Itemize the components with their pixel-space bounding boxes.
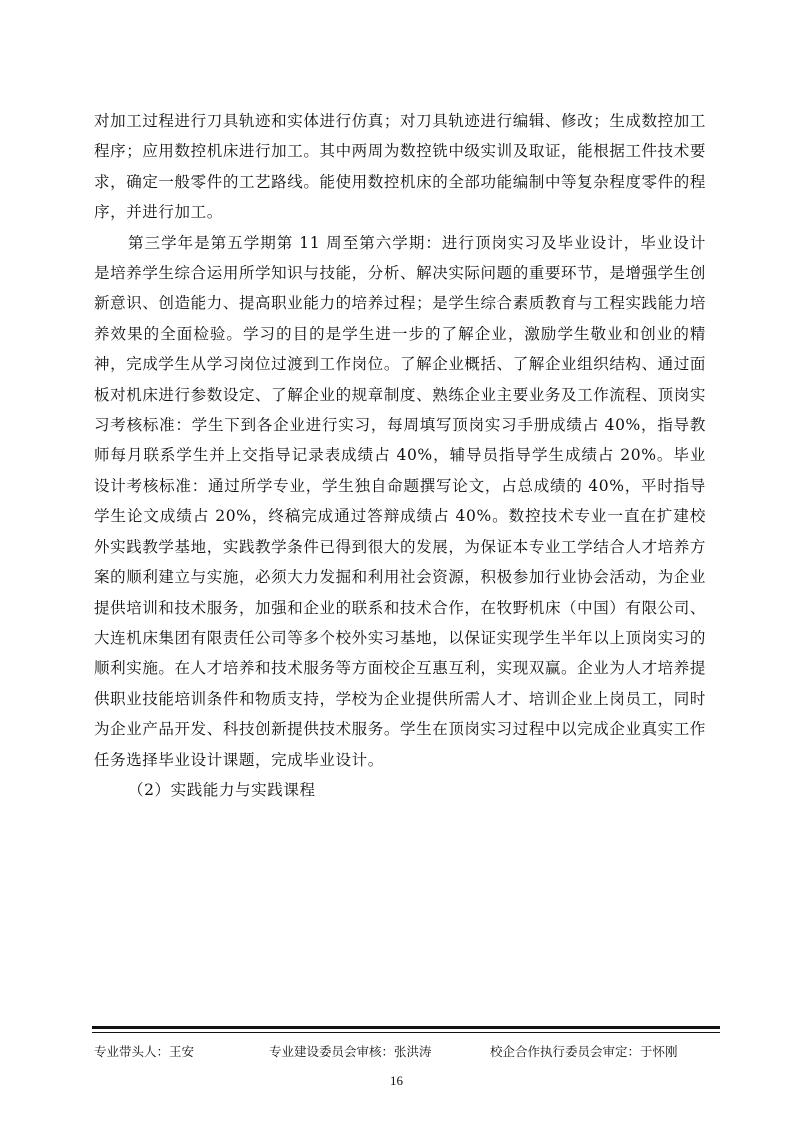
paragraph-third-year: 第三学年是第五学期第 11 周至第六学期：进行顶岗实习及毕业设计，毕业设计是培养学生综合运用所学知识与技能，分析、解决实际问题的重要环节，是增强学生创新意识、创造能力、提高职业能力的培养过程；是学生综合素质教育与工程实践能力培养效果的全面检验。学习的目的是学生进一步的了解企业，激励学生敬业和创业的精神，完成学生从学习岗位过渡到工作岗位。了解企业概括、了解企业组织结构、通过面板对机床进行参数设定、了解企业的规章制度、熟练企业主要业务及工作流程、顶岗实习考核标准：学生下到各企业进行实习，每周填写顶岗实习手册成绩占 40%，指导教师每月联系学生并上交指导记录表成绩占 40%，辅导员指导学生成绩占 20%。毕业设计考核标准：通过所学专业，学生独自命题撰写论文，占总成绩的 40%，平时指导学生论文成绩占 20%，终稿完成通过答辩成绩占 40%。数控技术专业一直在扩建校外实践教学基地，实践教学条件已得到很大的发展，为保证本专业工学结合人才培养方案的顺利建立与实施，必须大力发掘和利用社会资源，积极参加行业协会活动，为企业提供培训和技术服务，加强和企业的联系和技术合作，在牧野机床（中国）有限公司、大连机床集团有限责任公司等多个校外实习基地，以保证实现学生半年以上顶岗实习的顺利实施。在人才培养和技术服务等方面校企互惠互利，实现双赢。企业为人才培养提供职业技能培训条件和物质支持，学校为企业提供所需人才、培训企业上岗员工，同时为企业产品开发、科技创新提供技术服务。学生在顶岗实习过程中以完成企业真实工作任务选择毕业设计课题，完成毕业设计。 xyxy=(94,233,706,769)
footer-rule-thin xyxy=(92,1032,720,1033)
section-heading: （2）实践能力与实践课程 xyxy=(128,780,316,799)
footer-cooperation-approval: 校企合作执行委员会审定：于怀刚 xyxy=(490,1044,678,1059)
footer-rule-thick xyxy=(92,1026,720,1029)
footer-committee-review: 专业建设委员会审核：张洪涛 xyxy=(269,1044,432,1059)
body-text xyxy=(94,106,706,805)
footer-lead-signature: 专业带头人：王安 xyxy=(94,1044,195,1059)
paragraph-continued: 对加工过程进行刀具轨迹和实体进行仿真；对刀具轨迹进行编辑、修改；生成数控加工程序；应用数控机床进行加工。其中两周为数控铣中级实训及取证，能根据工件技术要求，确定一般零件的工艺路线。能使用数控机床的全部功能编制中等复杂程度零件的程序，并进行加工。 xyxy=(94,112,706,222)
page-number: 16 xyxy=(390,1073,403,1088)
